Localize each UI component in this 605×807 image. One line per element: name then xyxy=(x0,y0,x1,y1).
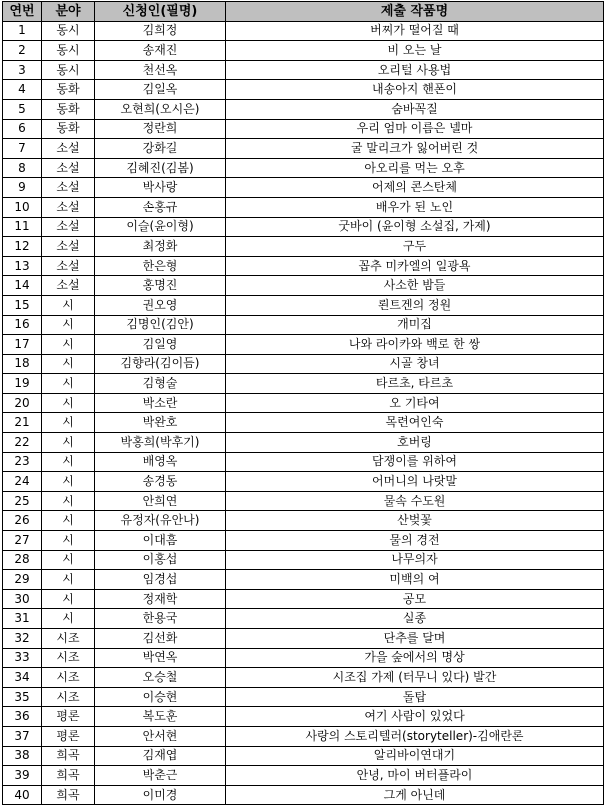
row-field: 시조 xyxy=(42,629,95,649)
row-applicant: 이승현 xyxy=(95,687,226,707)
row-number: 1 xyxy=(3,21,42,41)
table-row xyxy=(3,668,604,688)
row-number: 22 xyxy=(3,433,42,453)
row-applicant: 김일옥 xyxy=(95,80,226,100)
row-work-title: 미백의 여 xyxy=(226,570,604,590)
row-work-title: 단추를 달며 xyxy=(226,629,604,649)
row-work-title: 실종 xyxy=(226,609,604,629)
row-work-title: 아오리를 먹는 오후 xyxy=(226,158,604,178)
row-work-title: 담쟁이를 위하여 xyxy=(226,452,604,472)
row-number: 40 xyxy=(3,785,42,805)
table-row xyxy=(3,413,604,433)
row-work-title: 돌탑 xyxy=(226,687,604,707)
row-number: 16 xyxy=(3,315,42,335)
row-applicant: 박완호 xyxy=(95,413,226,433)
row-applicant: 김향라(김이듬) xyxy=(95,354,226,374)
row-applicant: 한용국 xyxy=(95,609,226,629)
row-number: 34 xyxy=(3,668,42,688)
row-field: 시조 xyxy=(42,687,95,707)
table-row xyxy=(3,785,604,805)
row-applicant: 오승철 xyxy=(95,668,226,688)
row-work-title: 그게 아닌데 xyxy=(226,785,604,805)
row-number: 5 xyxy=(3,99,42,119)
row-applicant: 정란희 xyxy=(95,119,226,139)
row-applicant: 이미경 xyxy=(95,785,226,805)
table-row xyxy=(3,335,604,355)
row-field: 시 xyxy=(42,374,95,394)
row-applicant: 복도훈 xyxy=(95,707,226,727)
row-number: 3 xyxy=(3,60,42,80)
row-applicant: 권오영 xyxy=(95,295,226,315)
row-field: 평론 xyxy=(42,707,95,727)
row-field: 시 xyxy=(42,335,95,355)
row-number: 6 xyxy=(3,119,42,139)
row-field: 시 xyxy=(42,393,95,413)
row-number: 4 xyxy=(3,80,42,100)
row-number: 30 xyxy=(3,589,42,609)
row-field: 소설 xyxy=(42,276,95,296)
row-number: 2 xyxy=(3,41,42,61)
row-field: 시 xyxy=(42,433,95,453)
row-field: 동화 xyxy=(42,99,95,119)
row-applicant: 정재학 xyxy=(95,589,226,609)
header-number: 연번 xyxy=(3,2,42,22)
row-work-title: 안녕, 마이 버터플라이 xyxy=(226,766,604,786)
row-number: 13 xyxy=(3,256,42,276)
row-number: 35 xyxy=(3,687,42,707)
row-number: 9 xyxy=(3,178,42,198)
table-row xyxy=(3,60,604,80)
applicant-table xyxy=(2,1,604,805)
row-field: 시 xyxy=(42,531,95,551)
row-number: 26 xyxy=(3,511,42,531)
row-field: 동화 xyxy=(42,119,95,139)
header-field: 분야 xyxy=(42,2,95,22)
row-work-title: 공모 xyxy=(226,589,604,609)
table-row xyxy=(3,354,604,374)
row-work-title: 오리털 사용법 xyxy=(226,60,604,80)
table-row xyxy=(3,276,604,296)
row-work-title: 산벚꽃 xyxy=(226,511,604,531)
row-applicant: 이홍섭 xyxy=(95,550,226,570)
row-number: 8 xyxy=(3,158,42,178)
row-work-title: 우리 엄마 이름은 넬마 xyxy=(226,119,604,139)
row-work-title: 버찌가 떨어질 때 xyxy=(226,21,604,41)
row-applicant: 강화길 xyxy=(95,139,226,159)
table-row xyxy=(3,491,604,511)
table-row xyxy=(3,648,604,668)
row-work-title: 숨바꼭질 xyxy=(226,99,604,119)
row-applicant: 박사랑 xyxy=(95,178,226,198)
table-row xyxy=(3,609,604,629)
row-field: 희곡 xyxy=(42,766,95,786)
row-work-title: 물속 수도원 xyxy=(226,491,604,511)
table-row xyxy=(3,374,604,394)
row-number: 10 xyxy=(3,197,42,217)
row-field: 시 xyxy=(42,472,95,492)
table-row xyxy=(3,550,604,570)
table-row xyxy=(3,295,604,315)
row-work-title: 타르초, 타르초 xyxy=(226,374,604,394)
table-row xyxy=(3,197,604,217)
row-work-title: 뢴트겐의 정원 xyxy=(226,295,604,315)
table-row xyxy=(3,158,604,178)
row-work-title: 구두 xyxy=(226,237,604,257)
row-work-title: 내송아지 핸폰이 xyxy=(226,80,604,100)
row-applicant: 김혜진(김봄) xyxy=(95,158,226,178)
row-field: 소설 xyxy=(42,139,95,159)
table-row xyxy=(3,315,604,335)
table-row xyxy=(3,119,604,139)
table-row xyxy=(3,41,604,61)
row-field: 시 xyxy=(42,570,95,590)
row-applicant: 박소란 xyxy=(95,393,226,413)
table-row xyxy=(3,472,604,492)
row-field: 평론 xyxy=(42,726,95,746)
row-work-title: 목련여인숙 xyxy=(226,413,604,433)
row-number: 33 xyxy=(3,648,42,668)
row-work-title: 굿바이 (윤이형 소설집, 가제) xyxy=(226,217,604,237)
row-field: 시 xyxy=(42,354,95,374)
table-row xyxy=(3,99,604,119)
row-field: 시 xyxy=(42,609,95,629)
row-applicant: 안서현 xyxy=(95,726,226,746)
row-number: 37 xyxy=(3,726,42,746)
row-number: 38 xyxy=(3,746,42,766)
row-applicant: 손홍규 xyxy=(95,197,226,217)
table-body xyxy=(3,21,604,805)
table-row xyxy=(3,726,604,746)
row-number: 11 xyxy=(3,217,42,237)
table-row xyxy=(3,217,604,237)
row-field: 소설 xyxy=(42,158,95,178)
row-applicant: 홍명진 xyxy=(95,276,226,296)
row-field: 동화 xyxy=(42,80,95,100)
row-work-title: 꼽추 미카엘의 일광욕 xyxy=(226,256,604,276)
table-row xyxy=(3,178,604,198)
row-number: 15 xyxy=(3,295,42,315)
table-row xyxy=(3,237,604,257)
row-applicant: 김명인(김안) xyxy=(95,315,226,335)
row-applicant: 박춘근 xyxy=(95,766,226,786)
row-number: 18 xyxy=(3,354,42,374)
table-row xyxy=(3,511,604,531)
row-number: 32 xyxy=(3,629,42,649)
row-work-title: 나와 라이카와 백로 한 쌍 xyxy=(226,335,604,355)
row-field: 시 xyxy=(42,511,95,531)
row-field: 소설 xyxy=(42,256,95,276)
table-row xyxy=(3,80,604,100)
row-work-title: 가을 숲에서의 명상 xyxy=(226,648,604,668)
row-applicant: 안희연 xyxy=(95,491,226,511)
table-row xyxy=(3,687,604,707)
row-applicant: 박연옥 xyxy=(95,648,226,668)
row-number: 28 xyxy=(3,550,42,570)
row-work-title: 오 기타여 xyxy=(226,393,604,413)
row-number: 29 xyxy=(3,570,42,590)
row-field: 시 xyxy=(42,550,95,570)
row-work-title: 나무의자 xyxy=(226,550,604,570)
row-applicant: 이대흠 xyxy=(95,531,226,551)
row-number: 12 xyxy=(3,237,42,257)
table-row xyxy=(3,393,604,413)
table-row xyxy=(3,21,604,41)
table-row xyxy=(3,589,604,609)
row-applicant: 배영옥 xyxy=(95,452,226,472)
row-work-title: 어머니의 나랏말 xyxy=(226,472,604,492)
row-applicant: 송재진 xyxy=(95,41,226,61)
row-work-title: 여기 사람이 있었다 xyxy=(226,707,604,727)
row-field: 시 xyxy=(42,315,95,335)
row-applicant: 천선옥 xyxy=(95,60,226,80)
row-applicant: 유정자(유안나) xyxy=(95,511,226,531)
table-row xyxy=(3,570,604,590)
table-row xyxy=(3,256,604,276)
row-field: 시 xyxy=(42,295,95,315)
row-work-title: 배우가 된 노인 xyxy=(226,197,604,217)
row-work-title: 물의 경전 xyxy=(226,531,604,551)
row-field: 동시 xyxy=(42,41,95,61)
row-work-title: 개미집 xyxy=(226,315,604,335)
row-number: 17 xyxy=(3,335,42,355)
row-applicant: 김희정 xyxy=(95,21,226,41)
table-row xyxy=(3,531,604,551)
row-applicant: 임경섭 xyxy=(95,570,226,590)
row-applicant: 김일영 xyxy=(95,335,226,355)
row-field: 동시 xyxy=(42,60,95,80)
row-work-title: 알리바이연대기 xyxy=(226,746,604,766)
header-applicant: 신청인(필명) xyxy=(95,2,226,22)
row-field: 시 xyxy=(42,413,95,433)
row-number: 39 xyxy=(3,766,42,786)
row-field: 시조 xyxy=(42,648,95,668)
row-number: 21 xyxy=(3,413,42,433)
table-row xyxy=(3,629,604,649)
row-number: 24 xyxy=(3,472,42,492)
row-number: 19 xyxy=(3,374,42,394)
row-field: 소설 xyxy=(42,197,95,217)
row-field: 희곡 xyxy=(42,785,95,805)
row-number: 31 xyxy=(3,609,42,629)
row-work-title: 호버링 xyxy=(226,433,604,453)
header-row xyxy=(3,2,604,22)
row-applicant: 이슬(윤이형) xyxy=(95,217,226,237)
row-number: 36 xyxy=(3,707,42,727)
row-work-title: 어제의 콘스탄체 xyxy=(226,178,604,198)
row-field: 소설 xyxy=(42,237,95,257)
row-number: 27 xyxy=(3,531,42,551)
table-row xyxy=(3,746,604,766)
row-work-title: 사랑의 스토리텔러(storyteller)-김애란론 xyxy=(226,726,604,746)
table-row xyxy=(3,707,604,727)
row-field: 소설 xyxy=(42,178,95,198)
table-row xyxy=(3,766,604,786)
row-applicant: 김재엽 xyxy=(95,746,226,766)
row-field: 시 xyxy=(42,589,95,609)
row-work-title: 시골 창녀 xyxy=(226,354,604,374)
row-applicant: 김형술 xyxy=(95,374,226,394)
row-number: 7 xyxy=(3,139,42,159)
row-applicant: 박홍희(박후기) xyxy=(95,433,226,453)
row-applicant: 송경동 xyxy=(95,472,226,492)
row-applicant: 김선화 xyxy=(95,629,226,649)
row-applicant: 오현희(오시은) xyxy=(95,99,226,119)
row-number: 23 xyxy=(3,452,42,472)
table-row xyxy=(3,433,604,453)
row-work-title: 사소한 밤들 xyxy=(226,276,604,296)
row-field: 희곡 xyxy=(42,746,95,766)
row-work-title: 비 오는 날 xyxy=(226,41,604,61)
row-work-title: 굴 말리크가 잃어버린 것 xyxy=(226,139,604,159)
row-applicant: 한은형 xyxy=(95,256,226,276)
table-row xyxy=(3,452,604,472)
row-work-title: 시조집 가제 (터무니 있다) 발간 xyxy=(226,668,604,688)
header-work-title: 제출 작품명 xyxy=(226,2,604,22)
row-field: 동시 xyxy=(42,21,95,41)
row-number: 25 xyxy=(3,491,42,511)
row-field: 소설 xyxy=(42,217,95,237)
row-field: 시 xyxy=(42,452,95,472)
row-applicant: 최정화 xyxy=(95,237,226,257)
row-number: 14 xyxy=(3,276,42,296)
row-number: 20 xyxy=(3,393,42,413)
row-field: 시조 xyxy=(42,668,95,688)
table-row xyxy=(3,139,604,159)
row-field: 시 xyxy=(42,491,95,511)
